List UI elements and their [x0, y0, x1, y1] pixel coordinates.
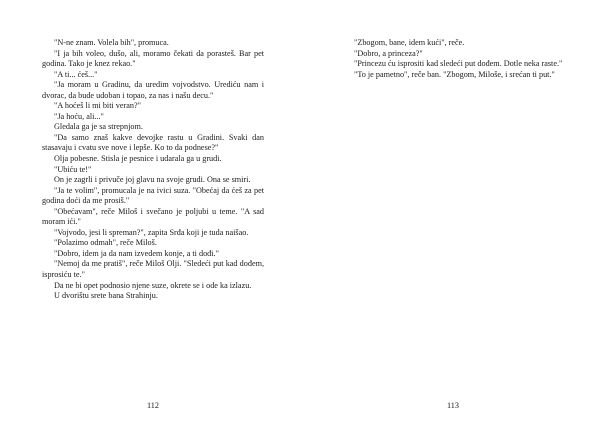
paragraph: Da ne bi opet podnosio njene suze, okrete se i ode ka izlazu.: [54, 280, 252, 290]
right-page: [300, 0, 600, 424]
paragraph: "To je pametno", reče ban. "Zbogom, Miloše, i srećan ti put.": [354, 69, 555, 79]
paragraph: "Ubiću te!": [54, 164, 92, 174]
paragraph: "Zbogom, bane, idem kući", reče.: [354, 38, 465, 47]
paragraph: "Dobro, idem ja da nam izvedem konje, a ti dođi.": [54, 248, 219, 258]
paragraph: "Nemoj da me pratiš", reče Miloš Olji. "Sledeći put kad dođem, isprosiću te.": [42, 259, 264, 280]
paragraph: "N-ne znam. Volela bih", promuca.: [54, 38, 169, 47]
paragraph: Olja pobesne. Stisla je pesnice i udarala ga u grudi.: [54, 154, 222, 164]
paragraph: Gledala ga je sa strepnjom.: [54, 122, 143, 132]
paragraph: "Ja te volim", promucala je na ivici suza. "Obećaj da ćeš za pet godina doći da me prosiš.": [42, 185, 264, 206]
paragraph: "I ja bih voleo, dušo, ali, moramo čekati da porasteš. Bar pet godina. Tako je knez rekao.": [42, 48, 264, 69]
page-number: 112: [147, 401, 159, 410]
paragraph: "Ja moram u Gradinu, da uredim vojvodstvo. Urediću nam i dvorac, da bude udoban i topao, za nas i našu decu.": [42, 80, 264, 100]
paragraph: "A ti... ćeš...": [54, 69, 98, 79]
page-number: 113: [447, 401, 459, 410]
paragraph: "Dobro, a princeza?": [354, 48, 423, 58]
paragraph: "Vojvodo, jesi li spreman?", zapita Srđa koji je tuda naišao.: [54, 227, 249, 237]
paragraph: "Princezu ću isprositi kad sledeći put dođem. Dotle neka raste.": [354, 59, 563, 69]
paragraph: "Polazimo odmah", reče Miloš.: [54, 238, 157, 248]
paragraph: "Obećavam", reče Miloš i svečano je poljubi u teme. "A sad moram ići.": [42, 206, 264, 227]
left-page-text: [42, 38, 264, 302]
paragraph: On je zagrli i privuče joj glavu na svoje grudi. Ona se smiri.: [54, 175, 251, 185]
paragraph: U dvorištu srete bana Strahinju.: [54, 291, 158, 301]
paragraph: "Ja hoću, ali...": [54, 111, 104, 121]
right-page-text: [342, 38, 564, 80]
paragraph: "A hoćeš li mi biti veran?": [54, 101, 141, 111]
paragraph: "Da samo znaš kakve devojke rastu u Gradini. Svaki dan stasavaju i cvatu sve nove i lepše. Ko to da podnese?": [42, 132, 264, 153]
